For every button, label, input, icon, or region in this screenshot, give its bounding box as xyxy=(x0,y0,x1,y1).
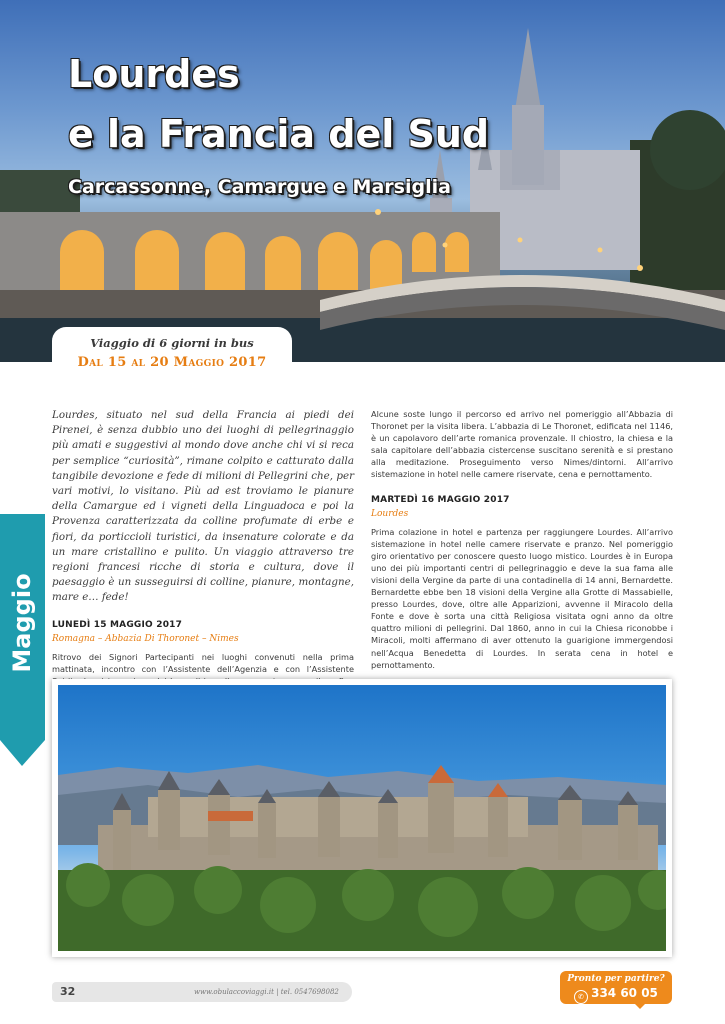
intro-paragraph: Lourdes, situato nel sud della Francia ai piedi dei Pirenei, è senza dubbio uno dei luoghi di pellegrinaggio più amati e suggestivi al mondo dove anche chi vi si reca per semplice “curiosità”, rimane colpito e catturato dalla tangibile devozione e fede di milioni di Pellegrini che, per vari motivi, lo visitano. Più ad est troviamo le pianure della Camargue ed i vigneti della Linguadoca e poi la Provenza caratterizzata da colline profumate di erbe e fiori, da porticcioli turistici, da insenature colorate e da un mare cristallino e pulito. Un viaggio attraverso tre regioni francesi ricche di storia e cultura, dove il paesaggio è un susseguirsi di colline, pianure, montagne, mare e… fede! xyxy=(52,409,354,604)
whatsapp-phone-icon: ✆ xyxy=(574,990,588,1004)
day-description: Prima colazione in hotel e partenza per raggiungere Lourdes. All’arrivo sistemazione in hotel nelle camere riservate e pranzo. Nel pomeriggio giro orientativo per conoscere questo luogo mistico. Lourdes è in Europa uno dei più importanti centri di pellegrinaggio e deve la sua fama alle visioni della Vergine da parte di una contadinella di 14 anni, Bernardette. Bernardette ebbe ben 18 visioni della Vergine alla Grotte di Massabielle, presso Lourdes, dove, oltre alle Apparizioni, avvenne il Miracolo della Fonte e dove è sorta una città Religiosa visitata ogni anno da oltre quattro milioni di pellegrini. Dal 1860, anno in cui la Chiesa riconobbe i Miracoli, molti affermano di aver ottenuto la guarigione immergendosi nell’Acqua Benedetta di Lourdes. In serata cena in hotel e pernottamento. xyxy=(371,526,673,670)
trip-dates: Dal 15 al 20 Maggio 2017 xyxy=(77,355,267,370)
page-title-line1: Lourdes xyxy=(68,52,240,96)
page-number: 32 xyxy=(60,985,76,998)
page-title-line2: e la Francia del Sud xyxy=(68,112,490,156)
carcassonne-illustration xyxy=(58,685,666,951)
cta-phone-number: 334 60 05 904 xyxy=(591,986,658,1018)
month-tab-label: Maggio xyxy=(8,573,36,673)
cta-title: Pronto per partire? xyxy=(567,974,665,984)
trip-info-box xyxy=(52,327,292,379)
page-subtitle: Carcassonne, Camargue e Marsiglia xyxy=(68,176,451,198)
day-route: Lourdes xyxy=(371,508,409,519)
day-heading: MARTEDÌ 16 MAGGIO 2017 xyxy=(371,494,510,505)
carcassonne-photo xyxy=(58,685,666,951)
left-column xyxy=(52,408,354,699)
hero-banner xyxy=(0,0,725,362)
month-tab xyxy=(0,514,45,740)
day-description: Ritrovo dei Signori Partecipanti nei luoghi convenuti nella prima mattinata, incontro con l’Assistente dell’Agenzia e con l’Assistente xyxy=(52,651,354,674)
month-tab-tip xyxy=(0,740,45,766)
photo-frame xyxy=(52,679,672,957)
day-description-continued: Alcune soste lungo il percorso ed arrivo nel pomeriggio all’Abbazia di Thoronet per la visita libera. L’abbazia di Le Thoronet, edificata nel 1146, è un capolavoro dell’arte romanica provenzale. Il chiostro, la chiesa e la sala capitolare dell’abbazia cistercense suscitano serenità e si prestano alla meditazione. Proseguimento verso Nimes/dintorni. All’arrivo sistemazione in hotel nelle camere riservate, cena e pernottamento. xyxy=(371,409,673,480)
right-column xyxy=(371,408,673,671)
footer-contact[interactable]: www.obulaccoviaggi.it | tel. 0547698082 xyxy=(194,988,339,996)
cta-phone-line[interactable] xyxy=(560,986,672,1018)
trip-type: Viaggio di 6 giorni in bus xyxy=(90,336,254,350)
contact-cta[interactable] xyxy=(560,971,672,1018)
cta-speech-tail xyxy=(634,1003,646,1009)
day-heading: LUNEDÌ 15 MAGGIO 2017 xyxy=(52,619,183,630)
footer-bar xyxy=(52,982,352,1002)
day-route: Romagna – Abbazia Di Thoronet – Nimes xyxy=(52,633,239,644)
